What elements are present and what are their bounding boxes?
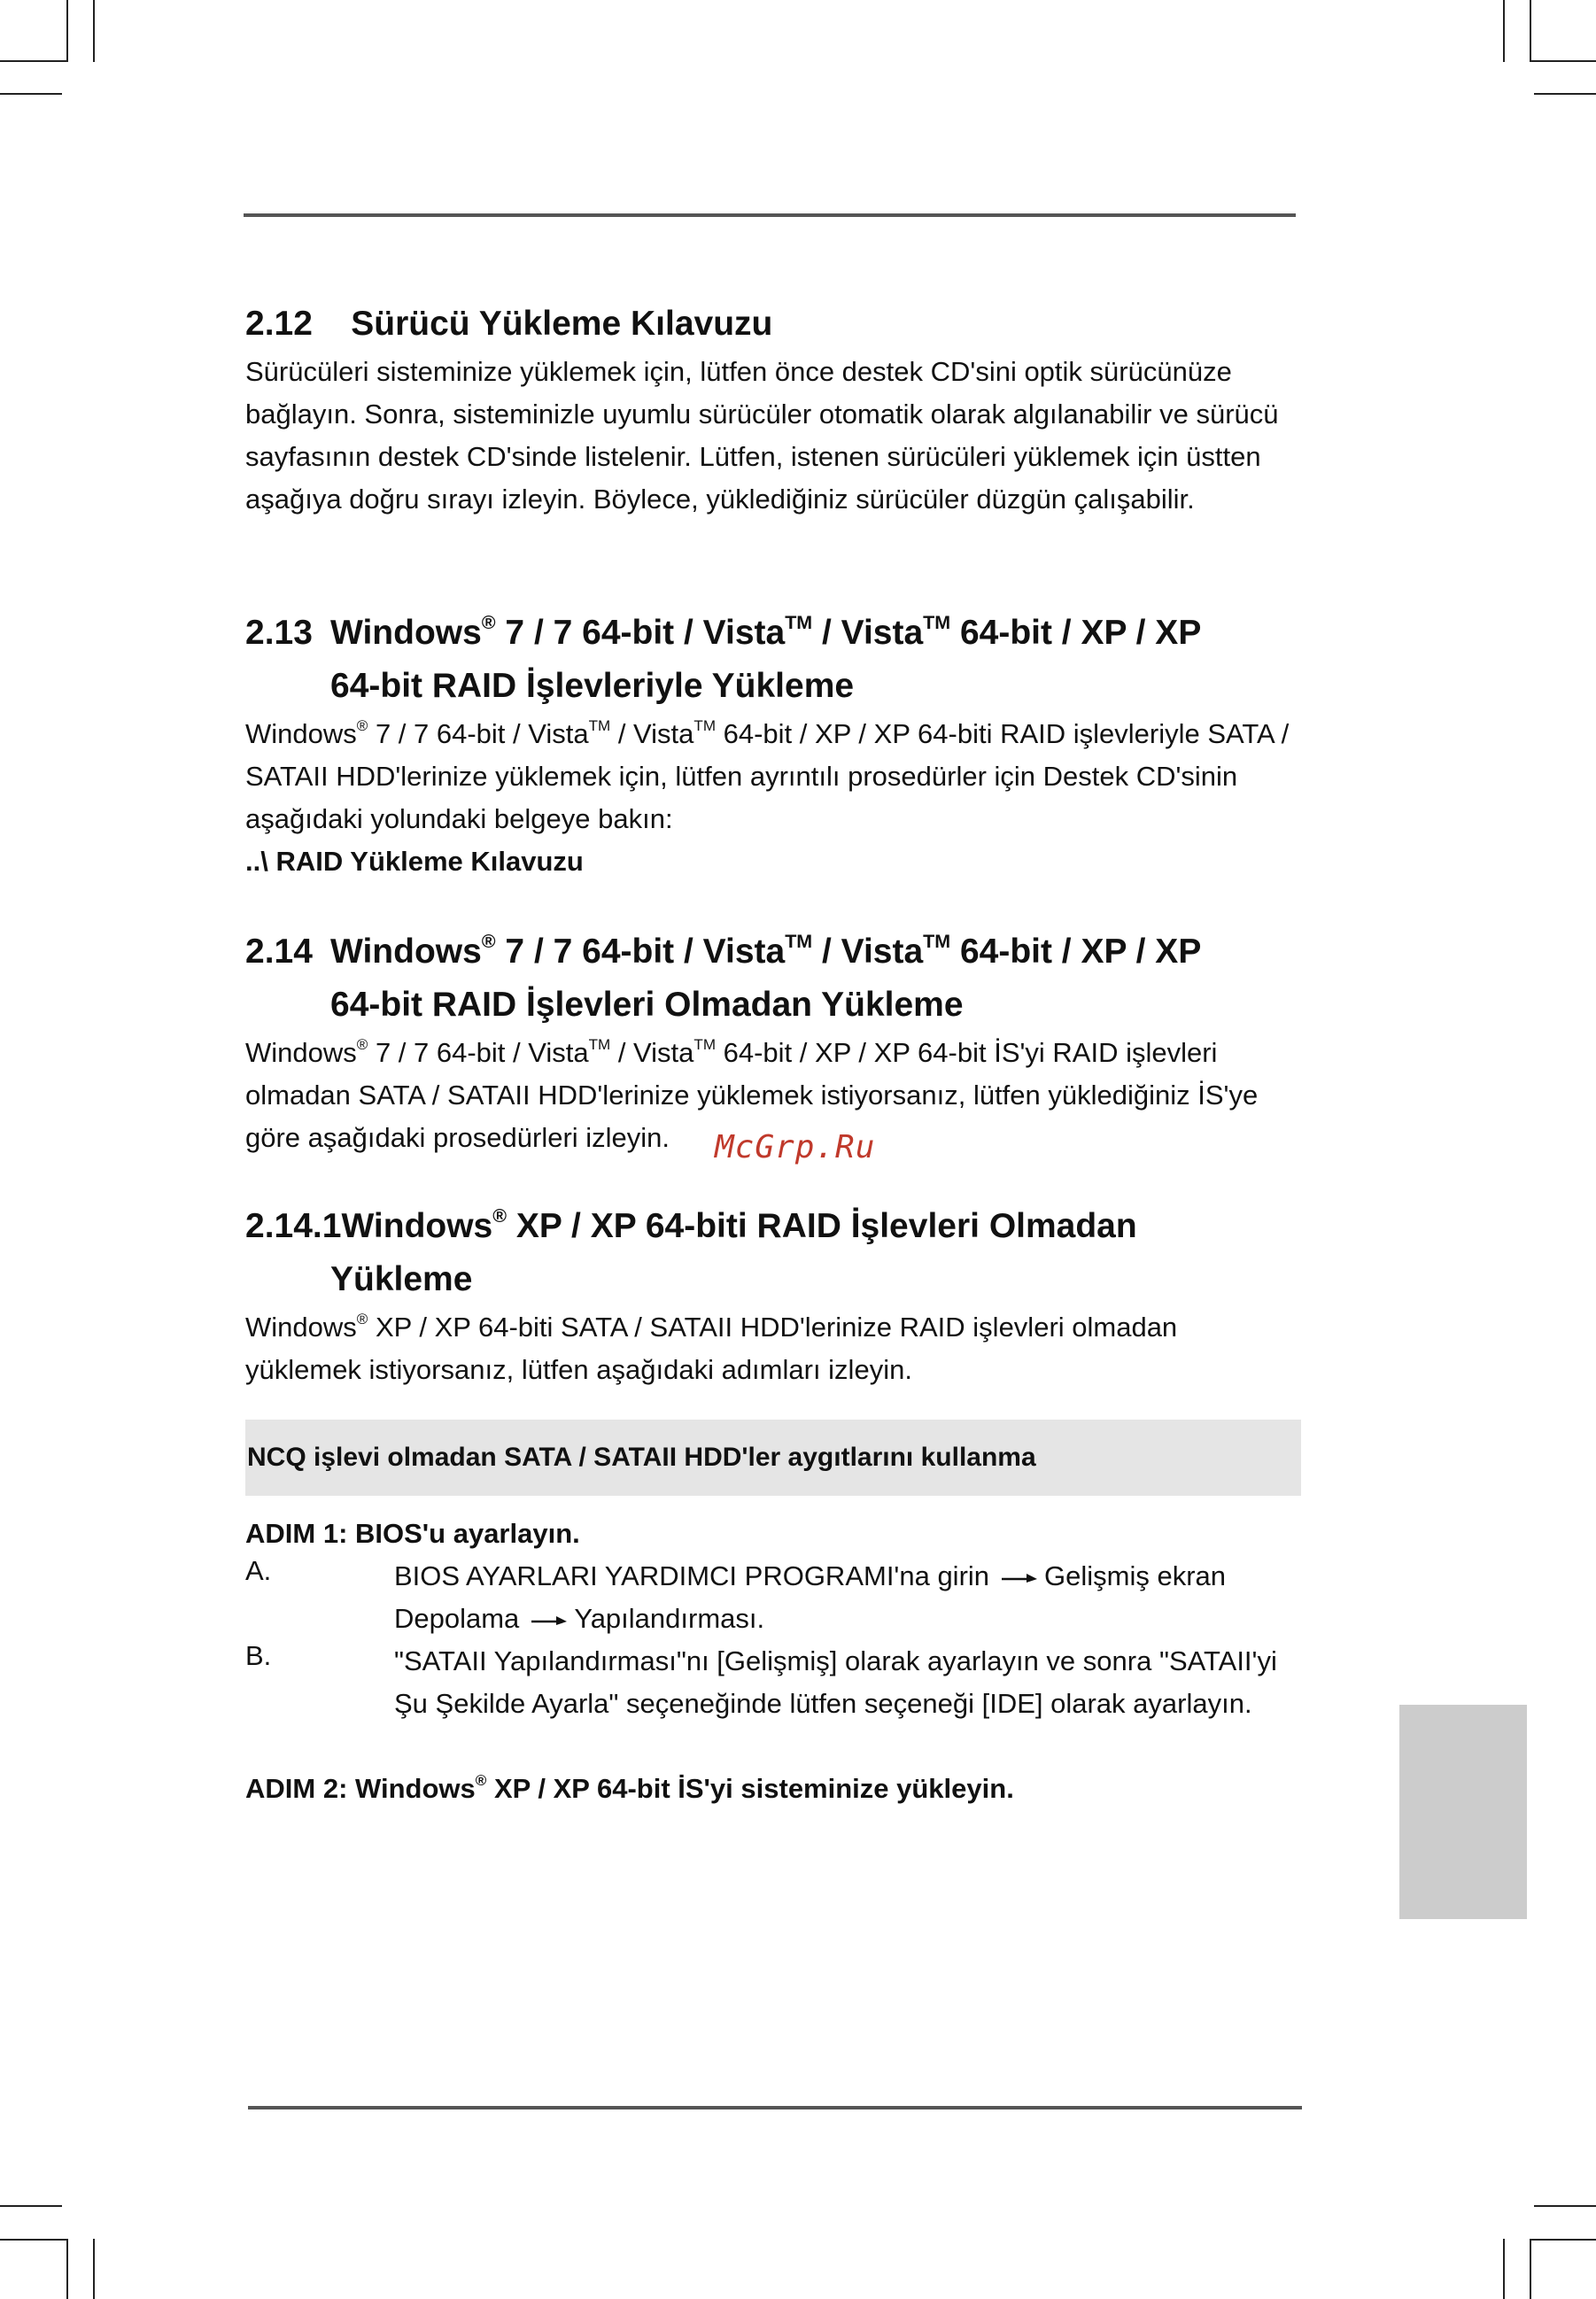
section-title: 2.13 Windows® 7 / 7 64-bit / Vista™ / Vista™ 64-bit / XP / XP 64-bit RAID İşlevleriyle Yükleme bbox=[245, 607, 1299, 713]
step-b-text: "SATAII Yapılandırması"nı [Gelişmiş] olarak ayarlayın ve sonra "SATAII'yi Şu Şekilde Ayarla" seçeneğinde lütfen seçeneği [IDE] olarak ayarlayın. bbox=[394, 1645, 1277, 1719]
section-number: 2.13 bbox=[245, 614, 313, 652]
section-body: Sürücüleri sisteminize yüklemek için, lütfen önce destek CD'sini optik sürücünüze bağlayın. Sonra, sisteminizle uyumlu sürücüler otomatik olarak algılanabilir ve sürücü sayfasının destek CD'sinde listelenir. Lütfen, istenen sürücüleri yüklemek için üstten aşağıya doğru sırayı izleyin. Böylece, yüklediğiniz sürücüler düzgün çalışabilir. bbox=[245, 356, 1279, 515]
step-a-letter: A. bbox=[245, 1555, 272, 1586]
section-title: 2.14.1Windows® XP / XP 64-biti RAID İşlevleri Olmadan Yükleme bbox=[245, 1204, 1137, 1298]
section-number: 2.14 bbox=[245, 933, 313, 971]
section-2-14 bbox=[245, 925, 1299, 1159]
watermark: McGrp.Ru bbox=[715, 1129, 876, 1165]
section-2-13 bbox=[245, 607, 1299, 883]
bottom-rule bbox=[248, 2106, 1302, 2109]
section-body: Windows® 7 / 7 64-bit / Vista™ / Vista™ 64-bit / XP / XP 64-biti RAID işlevleriyle SATA / SATAII HDD'lerinize yüklemek için, lütfen ayrıntılı prosedürler için Destek CD'sinin aşağıdaki yolundaki belgeye bakın: bbox=[245, 717, 1290, 834]
section-title: 2.12 Sürücü Yükleme Kılavuzu bbox=[245, 305, 773, 343]
arrow-right-icon bbox=[1002, 1571, 1037, 1585]
step-a-text: BIOS AYARLARI YARDIMCI PROGRAMI'na girin Gelişmiş ekran Depolama Yapılandırması. bbox=[394, 1560, 1227, 1634]
top-rule bbox=[244, 213, 1296, 217]
ncq-note-box: NCQ işlevi olmadan SATA / SATAII HDD'ler aygıtlarını kullanma bbox=[245, 1420, 1301, 1496]
step-1-heading: ADIM 1: BIOS'u ayarlayın. bbox=[245, 1518, 580, 1549]
section-body: Windows® 7 / 7 64-bit / Vista™ / Vista™ 64-bit / XP / XP 64-bit İS'yi RAID işlevleri olmadan SATA / SATAII HDD'lerinize yüklemek istiyorsanız, lütfen yüklediğiniz İS'ye göre aşağıdaki prosedürleri izleyin. bbox=[245, 1036, 1259, 1153]
side-tab bbox=[1399, 1705, 1527, 1919]
section-title: 2.14 Windows® 7 / 7 64-bit / Vista™ / Vista™ 64-bit / XP / XP 64-bit RAID İşlevleri Olmadan Yükleme bbox=[245, 925, 1299, 1032]
step-b-letter: B. bbox=[245, 1640, 272, 1671]
section-2-14-1 bbox=[245, 1200, 1299, 1391]
step-2-heading: ADIM 2: Windows® XP / XP 64-bit İS'yi sisteminize yükleyin. bbox=[245, 1772, 1014, 1804]
arrow-right-icon bbox=[531, 1614, 567, 1628]
section-body: Windows® XP / XP 64-biti SATA / SATAII HDD'lerinize RAID işlevleri olmadan yüklemek istiyorsanız, lütfen aşağıdaki adımları izleyin. bbox=[245, 1311, 1178, 1385]
document-path: ..\ RAID Yükleme Kılavuzu bbox=[245, 846, 584, 877]
section-2-12 bbox=[245, 298, 1299, 521]
section-number: 2.14.1 bbox=[245, 1207, 342, 1245]
